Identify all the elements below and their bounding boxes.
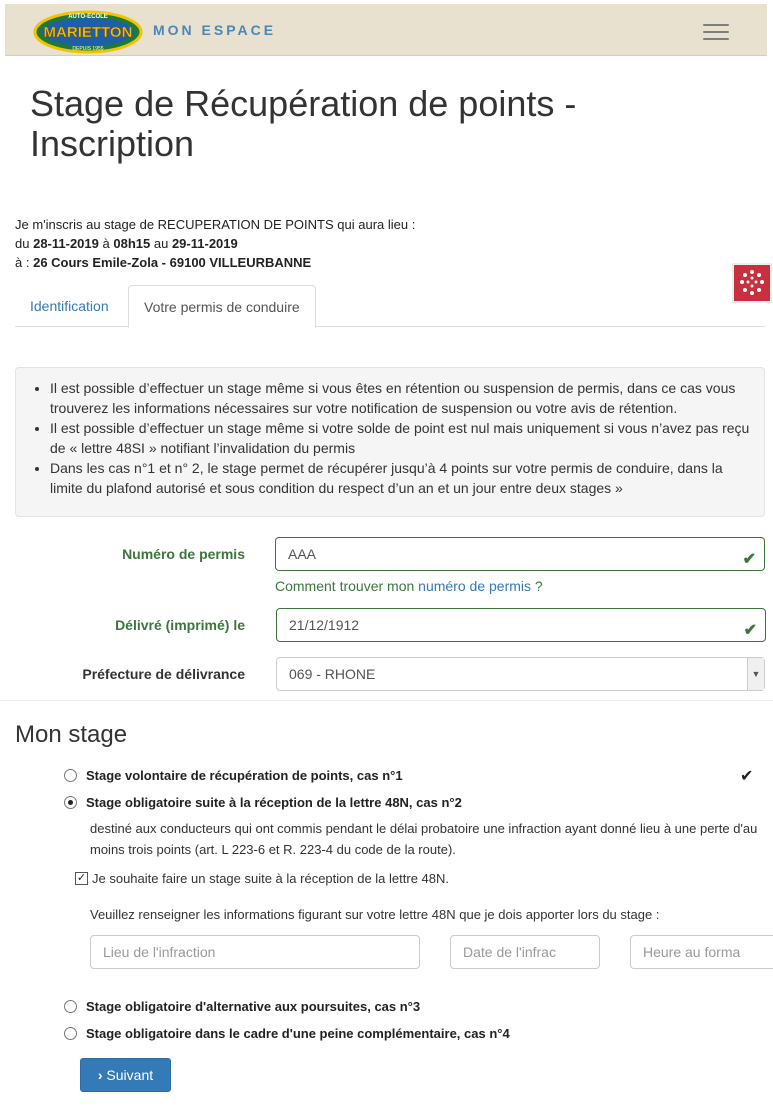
stage-option-3[interactable] bbox=[64, 999, 420, 1014]
address: 26 Cours Emile-Zola - 69100 VILLEURBANNE bbox=[33, 255, 312, 270]
address-prefix: à : bbox=[15, 255, 30, 270]
heure-infraction-input[interactable]: Heure au forma bbox=[630, 935, 773, 969]
date-end: 29-11-2019 bbox=[171, 236, 238, 251]
numero-permis-label: Numéro de permis bbox=[122, 546, 245, 562]
checkbox-label: Je souhaite faire un stage suite à la réception de la lettre 48N. bbox=[92, 871, 449, 886]
brand-title[interactable]: MON ESPACE bbox=[153, 22, 277, 38]
logo-name-text: MARIETTON bbox=[43, 24, 133, 41]
radio-button-selected[interactable] bbox=[64, 796, 77, 809]
next-label: Suivant bbox=[106, 1067, 154, 1083]
stage-option-2[interactable] bbox=[64, 795, 462, 810]
help-suffix: ? bbox=[534, 578, 543, 594]
section-title: Mon stage bbox=[15, 721, 128, 748]
option-label: Stage obligatoire dans le cadre d'une peine complémentaire, cas n°4 bbox=[86, 1026, 510, 1041]
prefecture-label: Préfecture de délivrance bbox=[82, 666, 245, 682]
info-list bbox=[50, 378, 756, 498]
logo-since-text: DEPUIS 1955 bbox=[72, 46, 104, 52]
summary-line: Je m'inscris au stage de RECUPERATION DE POINTS qui aura lieu : bbox=[15, 217, 416, 232]
option-description: destiné aux conducteurs qui ont commis pendant le délai probatoire une infraction ayant donné lieu à une perte d'au moins trois points (art. L 223-6 et R. 223-4 du code de la route). bbox=[90, 821, 758, 857]
radio-button[interactable] bbox=[64, 1027, 77, 1040]
info-item: • Il est possible d’effectuer un stage même si vous êtes en rétention ou suspension de permis, dans ce cas vous trouverez les informations nécessaires sur votre notification de suspension ou votre avis de rétention. bbox=[50, 378, 756, 418]
stage-option-4[interactable] bbox=[64, 1026, 510, 1041]
info-item: • Dans les cas n°1 et n° 2, le stage permet de récupérer jusqu’à 4 points sur votre permis de conduire, dans la limite du plafond autorisé et sous condition du respect d’un an et un jour entre deux stages » bbox=[50, 458, 756, 498]
check-icon: ✔ bbox=[740, 768, 754, 785]
section-divider bbox=[0, 700, 773, 712]
delivre-date-input[interactable] bbox=[276, 608, 766, 642]
chevron-down-icon[interactable]: ▼ bbox=[747, 658, 764, 690]
checkbox-checked[interactable]: ✓ bbox=[76, 872, 87, 884]
chevron-right-icon: › bbox=[97, 1067, 103, 1083]
delivre-label: Délivré (imprimé) le bbox=[115, 617, 245, 633]
help-prefix: Comment trouver mon bbox=[275, 578, 415, 594]
valid-check-icon: ✔ bbox=[742, 551, 756, 568]
date-start: 28-11-2019 bbox=[33, 236, 99, 251]
stage-option-1[interactable] bbox=[64, 768, 403, 783]
radio-button[interactable] bbox=[64, 1000, 77, 1013]
tab-bar bbox=[15, 285, 765, 327]
help-text bbox=[275, 578, 543, 594]
page-title: Stage de Récupération de points - Inscription bbox=[30, 83, 577, 164]
option-label: Stage obligatoire suite à la réception de la lettre 48N, cas n°2 bbox=[86, 795, 462, 810]
stage-summary bbox=[15, 215, 415, 272]
logo-top-text: AUTO-ECOLE bbox=[68, 14, 108, 20]
prefecture-value: 069 - RHONE bbox=[289, 666, 376, 682]
info-box bbox=[15, 367, 765, 517]
time-start: 08h15 bbox=[113, 236, 151, 251]
numero-permis-link[interactable]: numéro de permis bbox=[418, 578, 531, 594]
next-button[interactable] bbox=[80, 1058, 171, 1092]
du-word: du bbox=[15, 236, 30, 251]
marietton-logo[interactable] bbox=[33, 9, 143, 55]
prefecture-select[interactable] bbox=[276, 657, 765, 691]
tab-permis[interactable]: Votre permis de conduire bbox=[128, 285, 316, 328]
navbar bbox=[5, 4, 767, 56]
delivre-date-value: 21/12/1912 bbox=[289, 617, 360, 633]
numero-permis-value: AAA bbox=[288, 546, 317, 562]
summary-dates bbox=[15, 234, 415, 253]
a-word: à bbox=[102, 236, 110, 251]
summary-address bbox=[15, 253, 415, 272]
lettre-48n-checkbox-row[interactable] bbox=[75, 871, 449, 886]
tab-identification[interactable]: Identification bbox=[30, 298, 109, 314]
valid-check-icon: ✔ bbox=[743, 622, 757, 639]
radio-button[interactable] bbox=[64, 769, 77, 782]
au-word: au bbox=[153, 236, 169, 251]
info-item: • Il est possible d’effectuer un stage même si votre solde de point est nul mais uniquement si vous n’avez pas reçu de « lettre 48SI » notifiant l’invalidation du permis bbox=[50, 418, 756, 458]
instructions-text: Veuillez renseigner les informations figurant sur votre lettre 48N que je dois apporter lors du stage : bbox=[90, 907, 660, 922]
option-label: Stage obligatoire d'alternative aux poursuites, cas n°3 bbox=[86, 999, 421, 1014]
option-label: Stage volontaire de récupération de points, cas n°1 bbox=[86, 768, 403, 783]
date-infraction-input[interactable]: Date de l'infrac bbox=[450, 935, 600, 969]
lieu-infraction-input[interactable]: Lieu de l'infraction bbox=[90, 935, 420, 969]
numero-permis-input[interactable] bbox=[275, 537, 765, 571]
hamburger-icon[interactable] bbox=[703, 24, 729, 42]
